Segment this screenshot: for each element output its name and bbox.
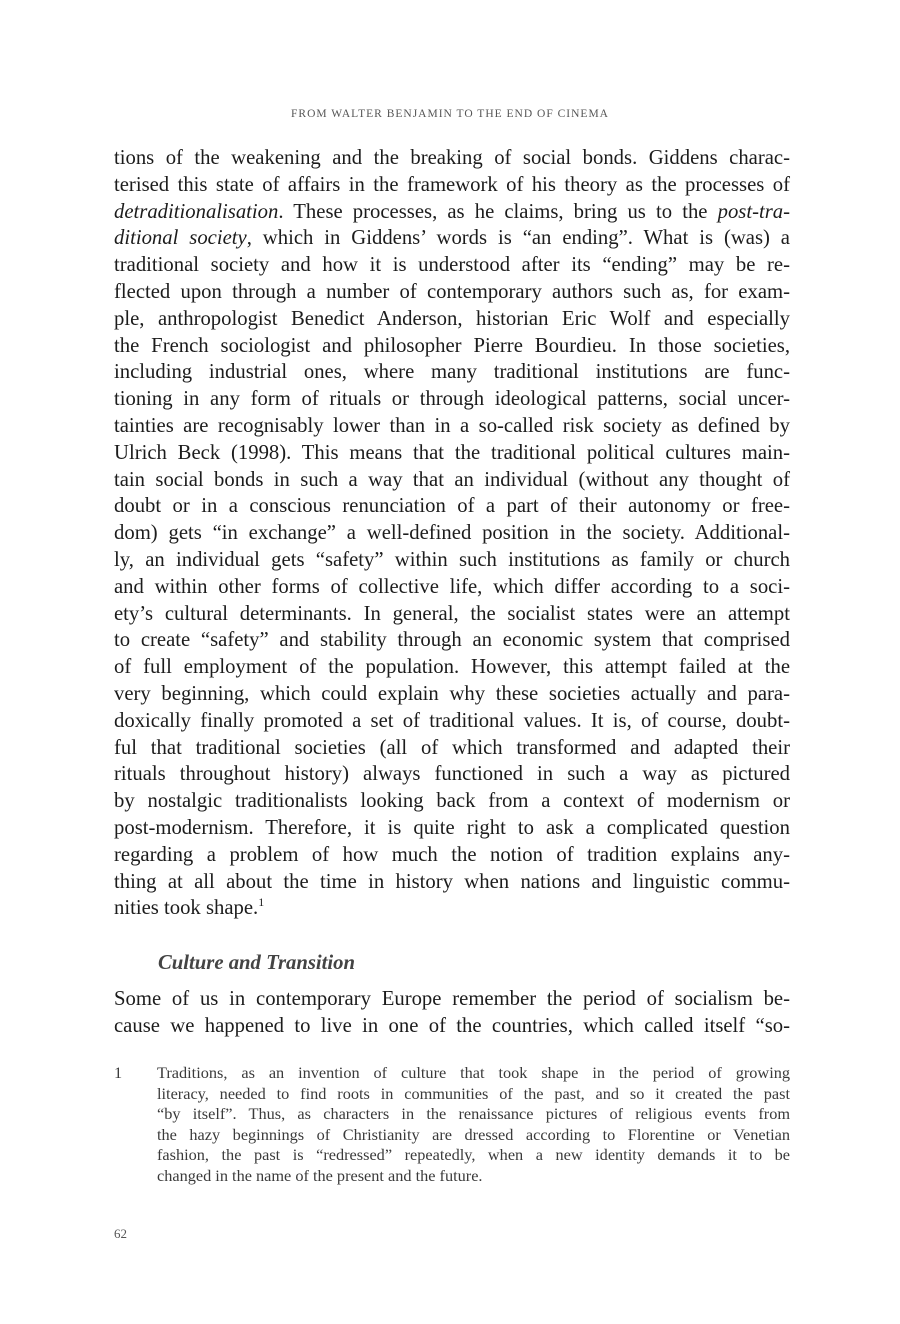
text-line: traditional society and how it is understood after its “ending” may be re-	[114, 254, 790, 277]
footnote-reference[interactable]: 1	[258, 895, 265, 910]
footnote-line: changed in the name of the present and the future.	[157, 1165, 483, 1185]
footnote-line: the hazy beginnings of Christianity are dressed according to Florentine or Venetian	[157, 1124, 790, 1144]
body-paragraph-1	[114, 145, 790, 922]
text-line: tain social bonds in such a way that an individual (without any thought of	[114, 468, 790, 491]
text-line: flected upon through a number of contemporary authors such as, for exam-	[114, 280, 790, 303]
text-line	[114, 895, 790, 922]
text-line: regarding a problem of how much the notion of tradition explains any-	[114, 843, 790, 866]
footnote-number: 1	[114, 1063, 123, 1082]
text-line: very beginning, which could explain why these societies actually and para-	[114, 682, 790, 705]
text-line: ly, an individual gets “safety” within such institutions as family or church	[114, 548, 790, 571]
running-header: FROM WALTER BENJAMIN TO THE END OF CINEMA	[291, 108, 609, 120]
footnote-line: fashion, the past is “redressed” repeatedly, when a new identity demands it to be	[157, 1145, 790, 1164]
italic-term: post-tra-	[717, 200, 790, 223]
text-line: Ulrich Beck (1998). This means that the traditional political cultures main-	[114, 441, 790, 464]
italic-term: detraditionalisation	[114, 200, 279, 223]
text-line: terised this state of affairs in the framework of his theory as the processes of	[114, 173, 790, 196]
text-segment: . These processes, as he claims, bring us to the	[278, 200, 718, 223]
text-line: cause we happened to live in one of the countries, which called itself “so-	[114, 1014, 790, 1037]
text-line: to create “safety” and stability through an economic system that comprised	[114, 629, 790, 652]
text-segment: nities took shape.	[114, 897, 259, 920]
footnote-line: “by itself”. Thus, as characters in the renaissance pictures of religious events from	[157, 1104, 790, 1123]
text-line: ful that traditional societies (all of which transformed and adapted their	[114, 736, 790, 759]
text-line: the French sociologist and philosopher Pierre Bourdieu. In those societies,	[114, 334, 790, 357]
text-line: post-modernism. Therefore, it is quite right to ask a complicated question	[114, 816, 790, 839]
text-line: tainties are recognisably lower than in a so-called risk society as defined by	[114, 414, 790, 437]
text-line: thing at all about the time in history when nations and linguistic commu-	[114, 870, 790, 893]
footnote-text	[157, 1063, 790, 1186]
text-line: tioning in any form of rituals or through ideological patterns, social uncer-	[114, 388, 790, 411]
text-line: Some of us in contemporary Europe remember the period of socialism be-	[114, 988, 790, 1010]
italic-term: ditional society	[114, 227, 247, 250]
text-line: ety’s cultural determinants. In general, the socialist states were an attempt	[114, 602, 790, 625]
text-line: of full employment of the population. However, this attempt failed at the	[114, 656, 790, 679]
section-heading: Culture and Transition	[158, 952, 355, 974]
text-line: tions of the weakening and the breaking of social bonds. Giddens charac-	[114, 147, 790, 169]
footnote-line: Traditions, as an invention of culture that took shape in the period of growing	[157, 1063, 790, 1082]
footnote	[114, 1063, 790, 1186]
text-line: and within other forms of collective life, which differ according to a soci-	[114, 575, 790, 598]
text-line	[114, 199, 790, 226]
body-paragraph-2	[114, 986, 790, 1040]
text-segment: , which in Giddens’ words is “an ending”. What is (was) a	[246, 227, 790, 250]
text-line: doxically finally promoted a set of traditional values. It is, of course, doubt-	[114, 709, 790, 732]
text-line	[114, 225, 790, 252]
text-line: doubt or in a conscious renunciation of a part of their autonomy or free-	[114, 495, 790, 518]
text-line: including industrial ones, where many traditional institutions are func-	[114, 361, 790, 384]
text-line: rituals throughout history) always functioned in such a way as pictured	[114, 763, 790, 786]
text-line: by nostalgic traditionalists looking back from a context of modernism or	[114, 790, 790, 813]
page-number: 62	[114, 1226, 127, 1241]
text-line: ple, anthropologist Benedict Anderson, historian Eric Wolf and especially	[114, 307, 790, 330]
footnote-line: literacy, needed to find roots in communities of the past, and so it created the past	[157, 1083, 790, 1103]
text-line: dom) gets “in exchange” a well-defined position in the society. Additional-	[114, 522, 790, 545]
